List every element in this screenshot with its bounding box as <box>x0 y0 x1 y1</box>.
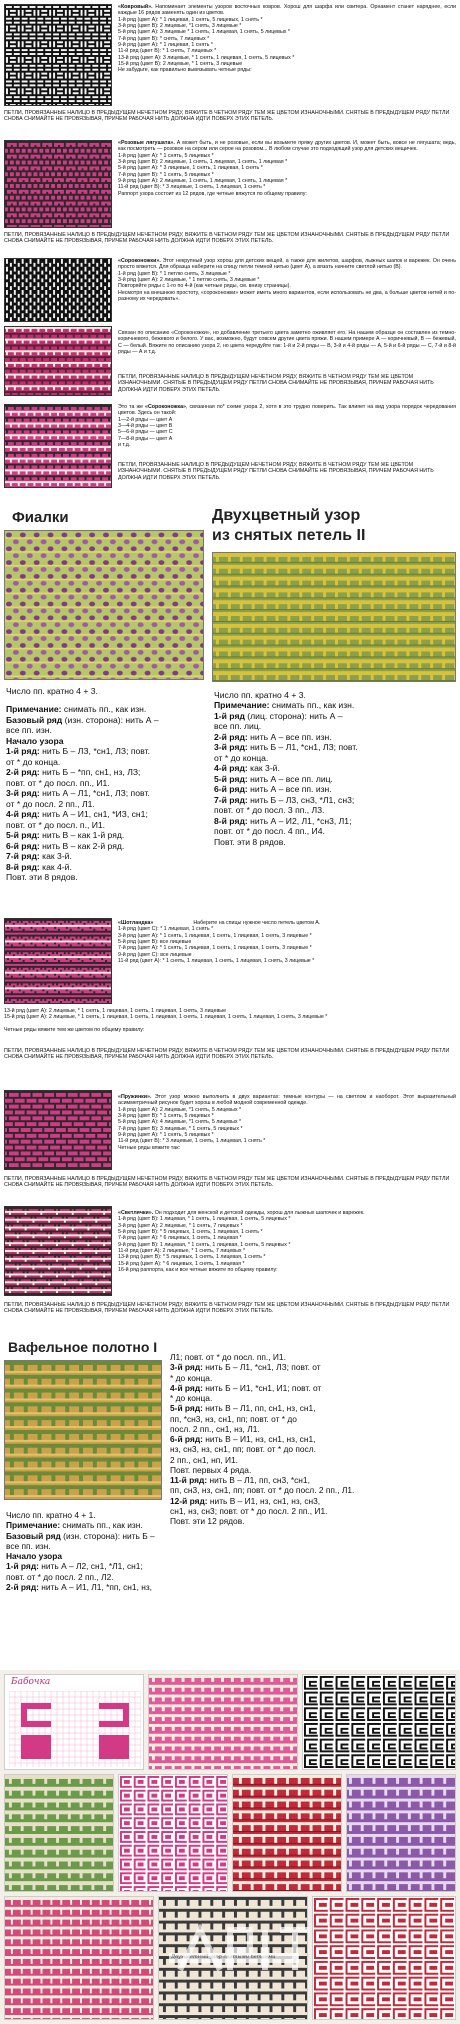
watermark-graphic <box>170 1920 320 1980</box>
svetlyachki-title: «Светлячки». <box>118 1210 154 1216</box>
swatch-sorokonozhka-variant <box>4 404 112 488</box>
lyagushata-rows: 1-й ряд (цвет А): * 1 снять, 5 лицевых * 3-й ряд (цвет В): 2 лицевые, 1 снять, 1 лицевая, 1 снять, 1 лицевая * 5-й ряд (цвет А): * 3 лицевые, 1 снять, 1 лицевая, 1 снять * 7-й ряд (цвет В): * 1 снять, 5 лицевых * 9-й ряд (цвет А): 2 лицевые, 1 снять, 1 лицевая, 1 снять, 1 лицевая * 11-й ряд (цвет В): * 3 лицевые, 1 снять, 1 лицевая, 1 снять * Раппорт узора состоит из 12 рядов, где четные вяжутся по общему правилу: <box>118 152 307 197</box>
shotlandka-note: ПЕТЛИ, ПРОВЯЗАННЫЕ НАЛИЦО В ПРЕДЫДУЩЕМ НЕЧЕТНОМ РЯДУ, ВЯЖИТЕ В ЧЕТНОМ РЯДУ ТЕМ ЖЕ ЦВЕТОМ ИЗНАНОЧНЫМИ. СНЯТЫЕ В ПРЕДЫДУЩЕМ РЯДУ ПЕТЛИ СНОВА СНИМАЙТЕ НЕ ПРОВЯЗЫВАЯ, ПРИЧЕМ РАБОЧАЯ НИТЬ ДОЛЖНА ИДТИ ПОВЕРХ ЭТИХ ПЕТЕЛЬ. <box>4 1048 450 1061</box>
kovrovy-pattern <box>5 5 111 105</box>
fialki-count: Число пп. кратно 4 + 3. <box>6 686 98 696</box>
dvuh-title-line2: из снятых петель II <box>212 527 366 544</box>
sorokonozhki-more-text: Связан по описанию «Сороконожки», но добавление третьего цвета заметно оживляет его. На нашем образце он составлен из темно-коричневого, бежевого и белого. У вас, возможно, будут совсем другие цвета пряжи. В нашем примере А — коричневый, В — бежевый, С — белый. Вяжите по описанию узора 2, но цвета чередуйте так: 1-й и 2-й ряды — В, 3-й и 4-й ряды — А, 5-й и 6-й ряды — С, 7-й и 8-й ряды — А и т.д. <box>118 330 456 356</box>
shotlandka-pattern <box>5 919 111 1003</box>
lyagushata-text: «Розовые лягушата». А может быть, и не розовые, если вы возьмете пряжу других цветов. И, может быть, вовсе не лягушата; ведь, как посмотреть — розовое на сером или серое на розовом... В любом случае это подходящий узор для детских вещичек. 1-й ряд (цвет А): * 1 снять, 5 лицевых * 3-й ряд (цвет В): 2 лицевые, 1 снять, 1 лицевая, 1 снять, 1 лицевая * 5-й ряд (цвет А): * 3 лицевые, 1 снять, 1 лицевая, 1 снять * 7-й ряд (цвет В): * 1 снять, 5 лицевых * 9-й ряд (цвет А): 2 лицевые, 1 снять, 1 лицевая, 1 снять, 1 лицевая * 11-й ряд (цвет В): * 3 лицевые, 1 снять, 1 лицевая, 1 снять * Раппорт узора состоит из 12 рядов, где четные вяжутся по общему правилу: <box>118 140 456 197</box>
dvuh-photo-knit <box>213 553 455 681</box>
waffle-instructions-right: Л1; повт. от * до посл. пп., И1. 3-й ряд: нить Б – Л1, *сн1, ЛЗ; повт. от * до конца. 4-й ряд: нить Б – И1, *сн1, И1; повт. от * до конца. 5-й ряд: нить В – Л1, пп, сн1, нз, сн1, пп, *сн3, нз, сн1, пп; повт. от * до посл. 2 пп., сн1, нз, Л1. 6-й ряд: нить В – И1, нз, сн1, нз, сн1, нз, сн3, нз, сн1, пп; повт. от * до посл. 2 пп., сн1, нп, И1. Повт. первых 4 рядa. 11-й ряд: нить В – Л1, пп, сн3, *сн1, пп, сн3, нз, сн1, пп; повт. от * до посл. 2 пп., Л1. 12-й ряд: нить В – И1, нз, сн1, нз, сн3, сн1, нз, сн3; повт. от * до посл. 2 пп., И1. Повт. эти 12 рядов. <box>170 1352 355 1526</box>
lyagushata-title: «Розовые лягушата». <box>118 140 175 146</box>
collage-bottom-left-knit <box>5 1897 153 2019</box>
collage-tile-bottom-right <box>312 1896 456 2020</box>
collage-tile-pink-knit <box>148 1674 298 1770</box>
collage-pink-knit <box>149 1675 297 1769</box>
sorokonozhka-variant-title: «Сороконожка» <box>145 404 186 410</box>
collage-violet-knit <box>347 1775 455 1891</box>
collage-label: Бабочка <box>11 1677 51 1687</box>
pruzhinki-note: ПЕТЛИ, ПРОВЯЗАННЫЕ НАЛИЦО В ПРЕДЫДУЩЕМ НЕЧЕТНОМ РЯДУ, ВЯЖИТЕ В ЧЕТНОМ РЯДУ ТЕМ ЖЕ ЦВЕТОМ ИЗНАНОЧНЫМИ. СНЯТЫЕ В ПРЕДЫДУЩЕМ РЯДУ ПЕТЛИ СНОВА СНИМАЙТЕ НЕ ПРОВЯЗЫВАЯ, ПРИЧЕМ РАБОЧАЯ НИТЬ ДОЛЖНА ИДТИ ПОВЕРХ ЭТИХ ПЕТЕЛЬ. <box>4 1176 450 1189</box>
waffle-count: Число пп. кратно 4 + 1. <box>6 1510 96 1520</box>
fialki-title: Фиалки <box>12 509 69 526</box>
collage-tile-violet-knit <box>346 1774 456 1892</box>
kovrovy-title: «Ковровый». <box>118 4 153 10</box>
dvuh-title-line1: Двухцветный узор <box>212 507 361 524</box>
kovrovy-text: «Ковровый». Напоминает элементы узоров восточных ковров. Хорош для шарфа или свитера. Орнамент станет наряднее, если каждые 16 рядов заменять один из цветов. 1-й ряд (цвет А): * 1 лицевая, 1 снять, 5 лицевых, 1 снять * 3-й ряд (цвет В): 2 лицевые, *1 снять, 3 лицевые * 5-й ряд (цвет А): 3 лицевые * 1 снять, 1 лицевая, 1 снять, 5 лицевых * 7-й ряд (цвет В): * снять, 7 лицевых * 9-й ряд (цвет А): * 1 лицевая, 1 снять * 11-й ряд (цвет В): * 1 снять, 7 лицевых * 13-й ряд (цвет А): 3 лицевые, * 1 снять, 1 лицевая, 1 снять, 5 лицевых * 15-й ряд (цвет В): 2 лицевые, * 1 снять, 3 лицевые Не забудьте, как правильно вывязывать четные ряды: <box>118 4 456 74</box>
pruzhinki-text: «Пружинки». Этот узор можно выполнить в двух вариантах: темные контуры — на светлом и наоборот. Этот выразительный асимметричный рисунок будет хорош в любой модной современной одежде. 1-й ряд (цвет А): 2 лицевые, *1 снять, 5 лицевых * 3-й ряд (цвет В): * 1 снять, 5 лицевых * 5-й ряд (цвет А): 4 лицевые, *1 снять, 5 лицевых * 7-й ряд (цвет В): 3 лицевые, * 1 снять, 5 лицевых * 9-й ряд (цвет А): * 1 снять, 5 лицевых * 11-й ряд (цвет В): * 3 лицевые, 1 снять, 1 лицевая, 1 снять * Четные ряды вяжите так: <box>118 1094 456 1151</box>
shotlandka-title: «Шотландка» <box>118 920 154 926</box>
sorokonozhki-3color-pattern <box>5 327 111 395</box>
dvuh-photo <box>212 552 456 682</box>
sorokonozhki-text: «Сороконожки». Этот некрупный узор хорош для детских вещей, а также для жилетов, шарфов, лыжных шапок и варежек. Он очень просто вяжется. Для образца наберите на спицу петли темной нитью (цвет А), а вязать начните светлой нитью (В). 1-й ряд (цвет В): * 1 петлю снять, 3 лицевые * 3-й ряд (цвет А): 2 лицевые, * 1 петлю снять, 3 лицевые * Повторяйте ряды с 1-го по 4-й (как четные ряды, см. внизу страницы). Несмотря на внешнюю простоту, «сороконожки» может иметь много вариантов, если использовать не два, а больше цветов нитей и по-разному их чередовать». <box>118 258 456 303</box>
sorokonozhki-rows: 1-й ряд (цвет В): * 1 петлю снять, 3 лицевые * 3-й ряд (цвет А): 2 лицевые, * 1 петлю снять, 3 лицевые * Повторяйте ряды с 1-го по 4-й (как четные ряды, см. внизу страницы). Несмотря на внешнюю простоту, «сороконожки» может иметь много вариантов, если использовать не два, а больше цветов нитей и по-разному их чередовать». <box>118 270 456 303</box>
dvuh-count: Число пп. кратно 4 + 3. <box>214 690 306 700</box>
collage-tile-pink-chart <box>118 1774 228 1892</box>
waffle-photo <box>4 1360 162 1500</box>
sorokonozhki-title: «Сороконожки». <box>118 258 161 264</box>
pruzhinki-title: «Пружинки». <box>118 1094 152 1100</box>
collage-caption: Двухцветный узор снятыми петлями <box>169 1953 299 1963</box>
kovrovy-note: ПЕТЛИ, ПРОВЯЗАННЫЕ НАЛИЦО В ПРЕДЫДУЩЕМ НЕЧЕТНОМ РЯДУ, ВЯЖИТЕ В ЧЕТНОМ РЯДУ ТЕМ ЖЕ ЦВЕТОМ ИЗНАНОЧНЫМИ. СНЯТЫЕ В ПРЕДЫДУЩЕМ РЯДУ ПЕТЛИ СНОВА СНИМАЙТЕ НЕ ПРОВЯЗЫВАЯ, ПРИЧЕМ РАБОЧАЯ НИТЬ ДОЛЖНА ИДТИ ПОВЕРХ ЭТИХ ПЕТЕЛЬ. <box>4 110 450 123</box>
waffle-title: Вафельное полотно I <box>8 1339 158 1355</box>
fialki-photo <box>4 530 204 680</box>
svetlyachki-rows: 1-й ряд (цвет В): 1 лицевая, * 1 снять, 1 лицевая, 1 снять, 5 лицевых * 3-й ряд (цвет А): 2 лицевые, * 1 снять, 7 лицевых * 5-й ряд (цвет В): * 5 лицевых, 1 снять, 1 лицевая, 1 снять * 7-й ряд (цвет А): * 6 лицевых, 1 снять, 1 лицевая * 9-й ряд (цвет В): 1 лицевая, * 1 снять, 1 лицевая, 1 снять, 5 лицевых * 11-й ряд (цвет А): 2 лицевые, * 1 снять, 7 лицевых * 13-й ряд (цвет В): * 5 лицевых, 1 снять, 1 лицевая, 1 снять * 15-й ряд (цвет А): * 6 лицевых, 1 снять, 1 лицевая * 16-й ряд раппорта, как и все четные вяжите по общему правилу: <box>118 1216 291 1274</box>
collage-tile-chart-right <box>302 1674 456 1770</box>
swatch-lyagushata <box>4 140 112 228</box>
lyagushata-note: ПЕТЛИ, ПРОВЯЗАННЫЕ НАЛИЦО В ПРЕДЫДУЩЕМ НЕЧЕТНОМ РЯДУ, ВЯЖИТЕ В ЧЕТНОМ РЯДУ ТЕМ ЖЕ ЦВЕТОМ ИЗНАНОЧНЫМИ. СНЯТЫЕ В ПРЕДЫДУЩЕМ РЯДУ ПЕТЛИ СНОВА СНИМАЙТЕ НЕ ПРОВЯЗЫВАЯ, ПРИЧЕМ РАБОЧАЯ НИТЬ ДОЛЖНА ИДТИ ПОВЕРХ ЭТИХ ПЕТЕЛЬ. <box>4 232 450 245</box>
collage-tile-bottom-left <box>4 1896 154 2020</box>
pattern-collage <box>0 1670 460 2024</box>
waffle-instructions-left: Число пп. кратно 4 + 1. Примечание: снимать пп., как изн. Базовый ряд (изн. сторона): нить Б – все пп. изн. Начало узора 1-й ряд: нить А – Л2, сн1, *Л1, сн1; повт. от * до посл. 2 пп., Л2. 2-й ряд: нить А – И1, Л1, *пп, сн1, нз, <box>6 1510 166 1592</box>
sorokonozhka-variant-note: ПЕТЛИ, ПРОВЯЗАННЫЕ НАЛИЦО В ПРЕДЫДУЩЕМ НЕЧЕТНОМ РЯДУ, ВЯЖИТЕ В ЧЕТНОМ РЯДУ ТЕМ ЖЕ ЦВЕТОМ ИЗНАНОЧНЫМИ. СНЯТЫЕ В ПРЕДЫДУЩЕМ РЯДУ ПЕТЛИ СНОВА СНИМАЙТЕ НЕ ПРОВЯЗЫВАЯ, ПРИЧЕМ РАБОЧАЯ НИТЬ ДОЛЖНА ИДТИ ПОВЕРХ ЭТИХ ПЕТЕЛЬ. <box>118 462 434 481</box>
svetlyachki-pattern <box>5 1207 111 1295</box>
svetlyachki-note: ПЕТЛИ, ПРОВЯЗАННЫЕ НАЛИЦО В ПРЕДЫДУЩЕМ НЕЧЕТНОМ РЯДУ, ВЯЖИТЕ В ЧЕТНОМ РЯДУ ТЕМ ЖЕ ЦВЕТОМ ИЗНАНОЧНЫМИ. СНЯТЫЕ В ПРЕДЫДУЩЕМ РЯДУ ПЕТЛИ СНОВА СНИМАЙТЕ НЕ ПРОВЯЗЫВАЯ, ПРИЧЕМ РАБОЧАЯ НИТЬ ДОЛЖНА ИДТИ ПОВЕРХ ЭТИХ ПЕТЕЛЬ. <box>4 1302 450 1315</box>
collage-tile-green-knit <box>4 1774 114 1892</box>
shotlandka-rows: 1-й ряд (цвет С): * 1 лицевая, 1 снять * 3-й ряд (цвет А): * 1 снять, 1 лицевая, 1 снять, 1 лицевая, 1 снять, 3 лицевые * 5-й ряд (цвет В): все лицевые 7-й ряд (цвет А): * 1 снять, 1 лицевая, 1 снять, 1 лицевая, 1 снять, 3 лицевые * 9-й ряд (цвет С): все лицевые 11-й ряд (цвет А): * 1 снять, 1 лицевая, 1 снять, 1 лицевая, 1 снять, 3 лицевые * <box>118 926 315 965</box>
butterfly-chart <box>9 1691 141 1767</box>
collage-watermark <box>170 1920 320 1989</box>
swatch-pruzhinki <box>4 1090 112 1170</box>
dvuh-instructions: Число пп. кратно 4 + 3. Примечание: снимать пп., как изн. 1-й ряд (лиц. сторона): нить А – все пп. лиц. 2-й ряд: нить А – все пп. изн. 3-й ряд: нить Б – Л1, *сн1, ЛЗ; повт. от * до конца. 4-й ряд: как 3-й. 5-й ряд: нить А – все пп. лиц. 6-й ряд: нить А – все пп. изн. 7-й ряд: нить Б – Л3, сн3, *Л1, сн3; повт. от * до посл. 3 пп., Л3. 8-й ряд: нить А – И2, Л1, *сн3, Л1; повт. от * до посл. 4 пп., И4. Повт. эти 8 рядов. <box>214 690 456 847</box>
fialki-instructions: Число пп. кратно 4 + 3. Примечание: снимать пп., как изн. Базовый ряд (изн. сторона): нить А – все пп. изн. Начало узора 1-й ряд: нить Б – ЛЗ, *сн1, ЛЗ; повт. от * до конца. 2-й ряд: нить Б – *пп, сн1, нз, ЛЗ; повт. от * до посл. пп., И1. 3-й ряд: нить А – Л1, *сн1, ЛЗ; повт. от * до посл. 2 пп., Л1. 4-й ряд: нить А – И1, сн1, *ИЗ, сн1; повт. от * до посл. п., И1. 5-й ряд: нить В – как 1-й ряд. 6-й ряд: нить В – как 2-й ряд. 7-й ряд: как 3-й. 8-й ряд: как 4-й. Повт. эти 8 рядов. <box>6 686 206 883</box>
collage-bottom-right-chart <box>313 1897 455 2019</box>
sorokonozhka-variant-rows: 1—2-й ряды — цвет А 3—4-й ряды — цвет В 5—6-й ряды — цвет С 7—8-й ряды — цвет А и т.д. <box>118 416 173 449</box>
sorokonozhki-pattern <box>5 259 111 321</box>
fialki-photo-knit <box>5 531 203 679</box>
swatch-kovrovy <box>4 4 112 106</box>
swatch-svetlyachki <box>4 1206 112 1296</box>
collage-pink-chart <box>119 1775 227 1891</box>
pruzhinki-pattern <box>5 1091 111 1169</box>
pruzhinki-rows: 1-й ряд (цвет А): 2 лицевые, *1 снять, 5 лицевых * 3-й ряд (цвет В): * 1 снять, 5 лицевых * 5-й ряд (цвет А): 4 лицевые, *1 снять, 5 лицевых * 7-й ряд (цвет В): 3 лицевые, * 1 снять, 5 лицевых * 9-й ряд (цвет А): * 1 снять, 5 лицевых * 11-й ряд (цвет В): * 3 лицевые, 1 снять, 1 лицевая, 1 снять * Четные ряды вяжите так: <box>118 1106 266 1151</box>
lyagushata-pattern <box>5 141 111 227</box>
swatch-sorokonozhki-3color <box>4 326 112 396</box>
shotlandka-text: «Шотландка» Наберите на спицы нужное число петель цветом А. 1-й ряд (цвет С): * 1 лицевая, 1 снять * 3-й ряд (цвет А): * 1 снять, 1 лицевая, 1 снять, 1 лицевая, 1 снять, 3 лицевые * 5-й ряд (цвет В): все лицевые 7-й ряд (цвет А): * 1 снять, 1 лицевая, 1 снять, 1 лицевая, 1 снять, 3 лицевые * 9-й ряд (цвет С): все лицевые 11-й ряд (цвет А): * 1 снять, 1 лицевая, 1 снять, 1 лицевая, 1 снять, 3 лицевые * <box>118 920 456 964</box>
kovrovy-rows: 1-й ряд (цвет А): * 1 лицевая, 1 снять, 5 лицевых, 1 снять * 3-й ряд (цвет В): 2 лицевые, *1 снять, 3 лицевые * 5-й ряд (цвет А): 3 лицевые * 1 снять, 1 лицевая, 1 снять, 5 лицевых * 7-й ряд (цвет В): * снять, 7 лицевых * 9-й ряд (цвет А): * 1 лицевая, 1 снять * 11-й ряд (цвет В): * 1 снять, 7 лицевых * 13-й ряд (цвет А): 3 лицевые, * 1 снять, 1 лицевая, 1 снять, 5 лицевых * 15-й ряд (цвет В): 2 лицевые, * 1 снять, 3 лицевые Не забудьте, как правильно вывязывать четные ряды: <box>118 16 295 74</box>
collage-red-knit <box>233 1775 341 1891</box>
sorokonozhka-variant-pattern <box>5 405 111 487</box>
collage-tile-red-knit <box>232 1774 342 1892</box>
swatch-shotlandka <box>4 918 112 1004</box>
sorokonozhka-variant-text: Это та же «Сороконожка», связанная по* схеме узора 2, хотя в это трудно поверить. Так влияет на вид узора порядок чередования цветов. Здесь он такой: 1—2-й ряды — цвет А 3—4-й ряды — цвет В 5—6-й ряды — цвет С 7—8-й ряды — цвет А и т.д. <box>118 404 456 449</box>
swatch-sorokonozhki <box>4 258 112 322</box>
waffle-photo-knit <box>5 1361 161 1499</box>
sorokonozhki-note: ПЕТЛИ, ПРОВЯЗАННЫЕ НАЛИЦО В ПРЕДЫДУЩЕМ НЕЧЕТНОМ РЯДУ, ВЯЖИТЕ В ЧЕТНОМ РЯДУ ТЕМ ЖЕ ЦВЕТОМ ИЗНАНОЧНЫМИ. СНЯТЫЕ В ПРЕДЫДУЩЕМ РЯДУ ПЕТЛИ СНОВА СНИМАЙТЕ НЕ ПРОВЯЗЫВАЯ, ПРИЧЕМ РАБОЧАЯ НИТЬ ДОЛЖНА ИДТИ ПОВЕРХ ЭТИХ ПЕТЕЛЬ. <box>118 374 434 393</box>
collage-chart-right <box>303 1675 455 1769</box>
shotlandka-extra-rows: 13-й ряд (цвет А): 2 лицевые, * 1 снять, 1 лицевая, 1 снять, 1 лицевая, 1 снять, 3 лицевые 15-й ряд (цвет А): 2 лицевые, * 1 снять, 1 лицевая, 1 снять, 1 лицевая, 1 снять, 1 лицевая, 1 снять, 1 лицевая, 1 снять, 3 лицевые * Четные ряды вяжите тем же цветом по общему правилу: <box>4 1008 328 1033</box>
svetlyachki-text: «Светлячки». Он подходит для женской и детской одежды, хорош для лыжных шапочек и варежек. 1-й ряд (цвет В): 1 лицевая, * 1 снять, 1 лицевая, 1 снять, 5 лицевых * 3-й ряд (цвет А): 2 лицевые, * 1 снять, 7 лицевых * 5-й ряд (цвет В): * 5 лицевых, 1 снять, 1 лицевая, 1 снять * 7-й ряд (цвет А): * 6 лицевых, 1 снять, 1 лицевая * 9-й ряд (цвет В): 1 лицевая, * 1 снять, 1 лицевая, 1 снять, 5 лицевых * 11-й ряд (цвет А): 2 лицевые, * 1 снять, 7 лицевых * 13-й ряд (цвет В): * 5 лицевых, 1 снять, 1 лицевая, 1 снять * 15-й ряд (цвет А): * 6 лицевых, 1 снять, 1 лицевая * 16-й ряд раппорта, как и все четные вяжите по общему правилу: <box>118 1210 456 1273</box>
collage-green-knit <box>5 1775 113 1891</box>
collage-tile-butterfly-chart <box>4 1674 144 1770</box>
